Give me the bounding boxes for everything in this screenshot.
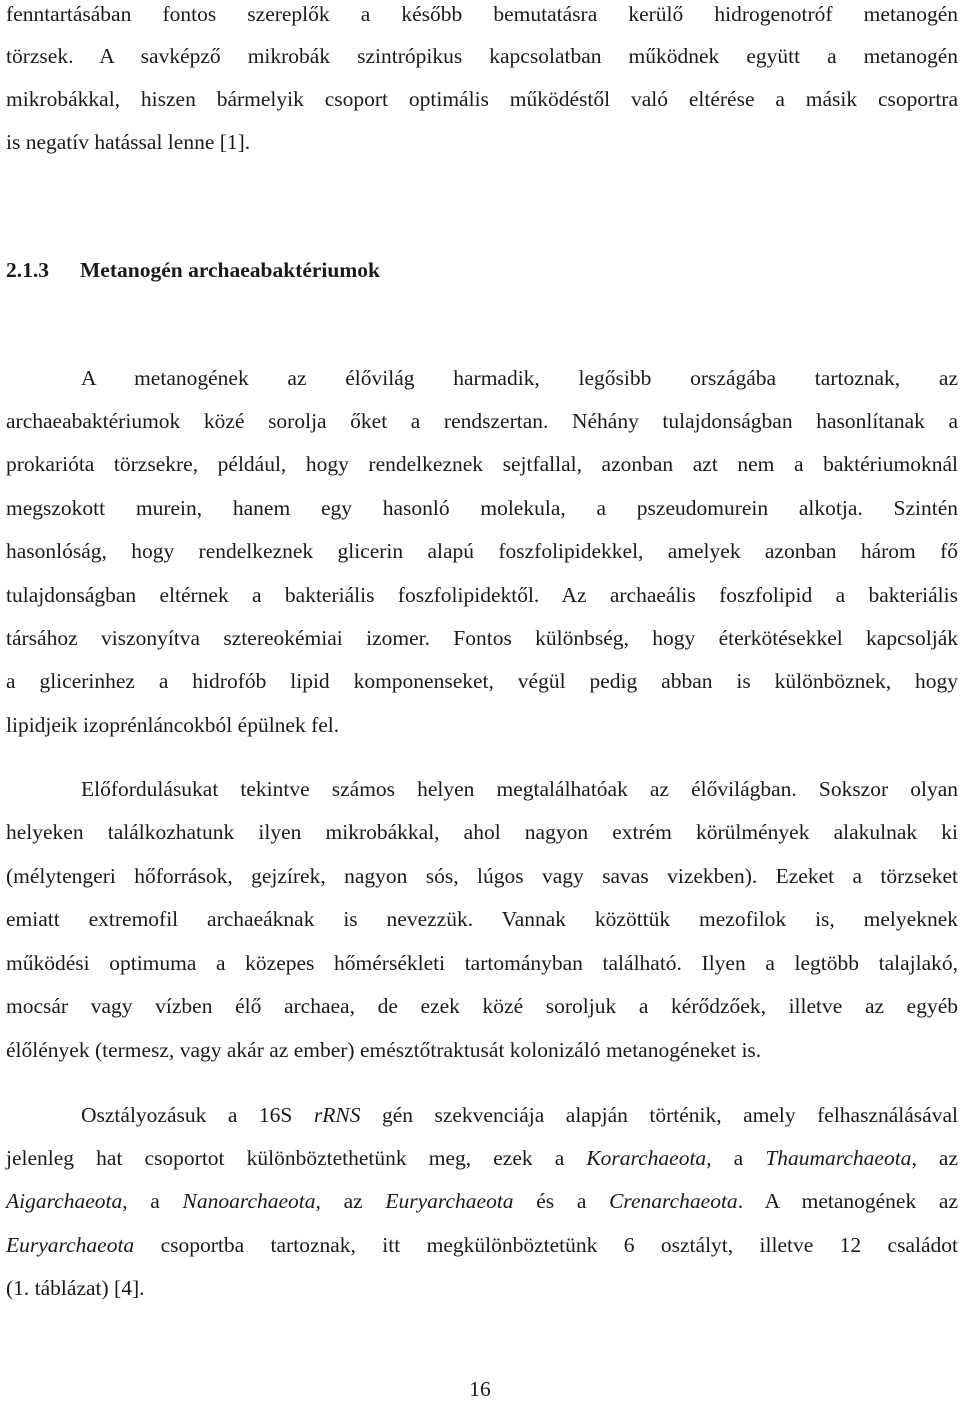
text-line: fenntartásában fontos szereplők a később bemutatásra kerülő hidrogenotróf metanogén bbox=[6, 2, 958, 26]
page-number: 16 bbox=[469, 1377, 491, 1401]
text-line: helyeken találkozhatunk ilyen mikrobákkal, ahol nagyon extrém körülmények alakulnak ki bbox=[6, 820, 958, 844]
text-line: megszokott murein, hanem egy hasonló molekula, a pszeudomurein alkotja. Szintén bbox=[6, 496, 958, 520]
text-line bbox=[6, 1231, 958, 1259]
text-line: (mélytengeri hőforrások, gejzírek, nagyon sós, lúgos vagy savas vizekben). Ezeket a törzseket bbox=[6, 864, 958, 888]
text-line: hasonlóság, hogy rendelkeznek glicerin alapú foszfolipidekkel, amelyek azonban három fő bbox=[6, 539, 958, 563]
text-run: , a bbox=[706, 1146, 766, 1170]
text-run: csoportba tartoznak, itt megkülönböztetünk 6 osztályt, illetve 12 családot bbox=[134, 1233, 958, 1257]
text-run: jelenleg hat csoportot különböztethetünk meg, ezek a bbox=[6, 1146, 587, 1170]
text-line: lipidjeik izoprénláncokból épülnek fel. bbox=[6, 713, 340, 737]
text-line: tulajdonságban eltérnek a bakteriális foszfolipidektől. Az archaeális foszfolipid a bakteriális bbox=[6, 583, 958, 607]
italic-term: Euryarchaeota bbox=[6, 1233, 135, 1257]
text-line bbox=[81, 1101, 958, 1129]
text-run: . A metanogének az bbox=[737, 1189, 959, 1213]
text-line bbox=[6, 1144, 958, 1172]
italic-term: Nanoarchaeota bbox=[182, 1189, 316, 1213]
text-run: Osztályozásuk a 16S bbox=[81, 1103, 314, 1127]
text-line: a glicerinhez a hidrofób lipid komponenseket, végül pedig abban is különböznek, hogy bbox=[6, 669, 958, 693]
text-line: társához viszonyítva sztereokémiai izomer. Fontos különbség, hogy éterkötésekkel kapcsolják bbox=[6, 626, 958, 650]
text-line: (1. táblázat) [4]. bbox=[6, 1276, 145, 1300]
italic-term: Crenarchaeota bbox=[609, 1189, 738, 1213]
text-line: emiatt extremofil archaeáknak is nevezzük. Vannak közöttük mezofilok is, melyeknek bbox=[6, 907, 958, 931]
text-line: törzsek. A savképző mikrobák szintrópikus kapcsolatban működnek együtt a metanogén bbox=[6, 44, 958, 68]
text-run: , a bbox=[122, 1189, 183, 1213]
section-heading bbox=[6, 256, 380, 284]
text-line: archaeabaktériumok közé sorolja őket a rendszertan. Néhány tulajdonságban hasonlítanak a bbox=[6, 409, 958, 433]
italic-term: rRNS bbox=[313, 1103, 361, 1127]
italic-term: Korarchaeota bbox=[586, 1146, 707, 1170]
text-line: működési optimuma a közepes hőmérsékleti tartományban található. Ilyen a legtöbb talajlakó, bbox=[6, 951, 958, 975]
text-run: és a bbox=[513, 1189, 610, 1213]
text-run: gén szekvenciája alapján történik, amely felhasználásával bbox=[360, 1103, 958, 1127]
text-line: mocsár vagy vízben élő archaea, de ezek közé soroljuk a kérődzőek, illetve az egyéb bbox=[6, 994, 958, 1018]
section-number: 2.1.3 bbox=[6, 258, 49, 282]
text-run: , az bbox=[315, 1189, 386, 1213]
section-title: Metanogén archaeabaktériumok bbox=[80, 258, 380, 282]
text-line: is negatív hatással lenne [1]. bbox=[6, 130, 251, 154]
text-line: mikrobákkal, hiszen bármelyik csoport optimális működéstől való eltérése a másik csoportra bbox=[6, 87, 958, 111]
text-line: Előfordulásukat tekintve számos helyen megtalálhatóak az élővilágban. Sokszor olyan bbox=[81, 777, 958, 801]
text-line: élőlények (termesz, vagy akár az ember) emésztőtraktusát kolonizáló metanogéneket is. bbox=[6, 1038, 762, 1062]
text-line bbox=[6, 1187, 958, 1215]
italic-term: Thaumarchaeota bbox=[765, 1146, 912, 1170]
italic-term: Euryarchaeota bbox=[385, 1189, 514, 1213]
text-line: A metanogének az élővilág harmadik, legősibb országába tartoznak, az bbox=[81, 366, 958, 390]
italic-term: Aigarchaeota bbox=[6, 1189, 123, 1213]
text-run: , az bbox=[911, 1146, 958, 1170]
text-line: prokarióta törzsekre, például, hogy rendelkeznek sejtfallal, azonban azt nem a baktériumoknál bbox=[6, 452, 958, 476]
